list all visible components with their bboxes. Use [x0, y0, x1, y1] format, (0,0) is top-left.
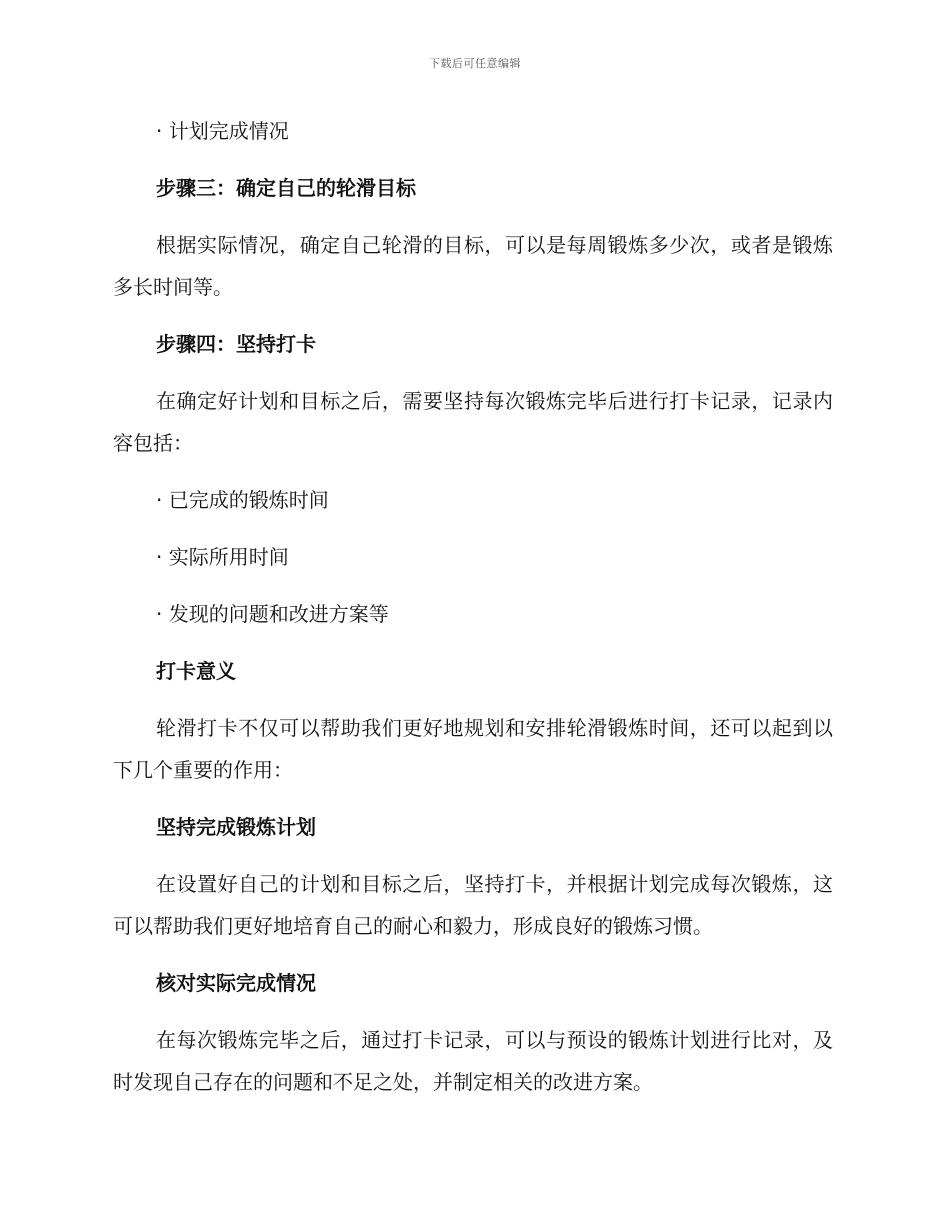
paragraph-step-three: 根据实际情况，确定自己轮滑的目标，可以是每周锻炼多少次，或者是锻炼多长时间等。: [113, 233, 833, 299]
bullet-completed-time: · 已完成的锻炼时间: [156, 488, 329, 512]
bullet-problems-improvements: · 发现的问题和改进方案等: [156, 602, 389, 626]
heading-checkin-meaning: 打卡意义: [156, 659, 236, 683]
bullet-actual-time: · 实际所用时间: [156, 545, 289, 569]
paragraph-step-four: 在确定好计划和目标之后，需要坚持每次锻炼完毕后进行打卡记录，记录内容包括：: [113, 389, 833, 455]
bullet-plan-completion: · 计划完成情况: [156, 119, 289, 143]
page-header-note: 下载后可任意编辑: [429, 57, 521, 70]
document-body: [113, 110, 833, 1118]
heading-stick-to-plan: 坚持完成锻炼计划: [156, 815, 316, 839]
heading-step-three: 步骤三：确定自己的轮滑目标: [156, 176, 416, 200]
heading-step-four: 步骤四：坚持打卡: [156, 332, 316, 356]
heading-check-actual-completion: 核对实际完成情况: [156, 971, 316, 995]
paragraph-check-actual-completion: 在每次锻炼完毕之后，通过打卡记录，可以与预设的锻炼计划进行比对，及时发现自己存在的问题和不足之处，并制定相关的改进方案。: [113, 1028, 833, 1094]
paragraph-checkin-meaning: 轮滑打卡不仅可以帮助我们更好地规划和安排轮滑锻炼时间，还可以起到以下几个重要的作用：: [113, 716, 833, 782]
paragraph-stick-to-plan: 在设置好自己的计划和目标之后，坚持打卡，并根据计划完成每次锻炼，这可以帮助我们更好地培育自己的耐心和毅力，形成良好的锻炼习惯。: [113, 872, 833, 938]
